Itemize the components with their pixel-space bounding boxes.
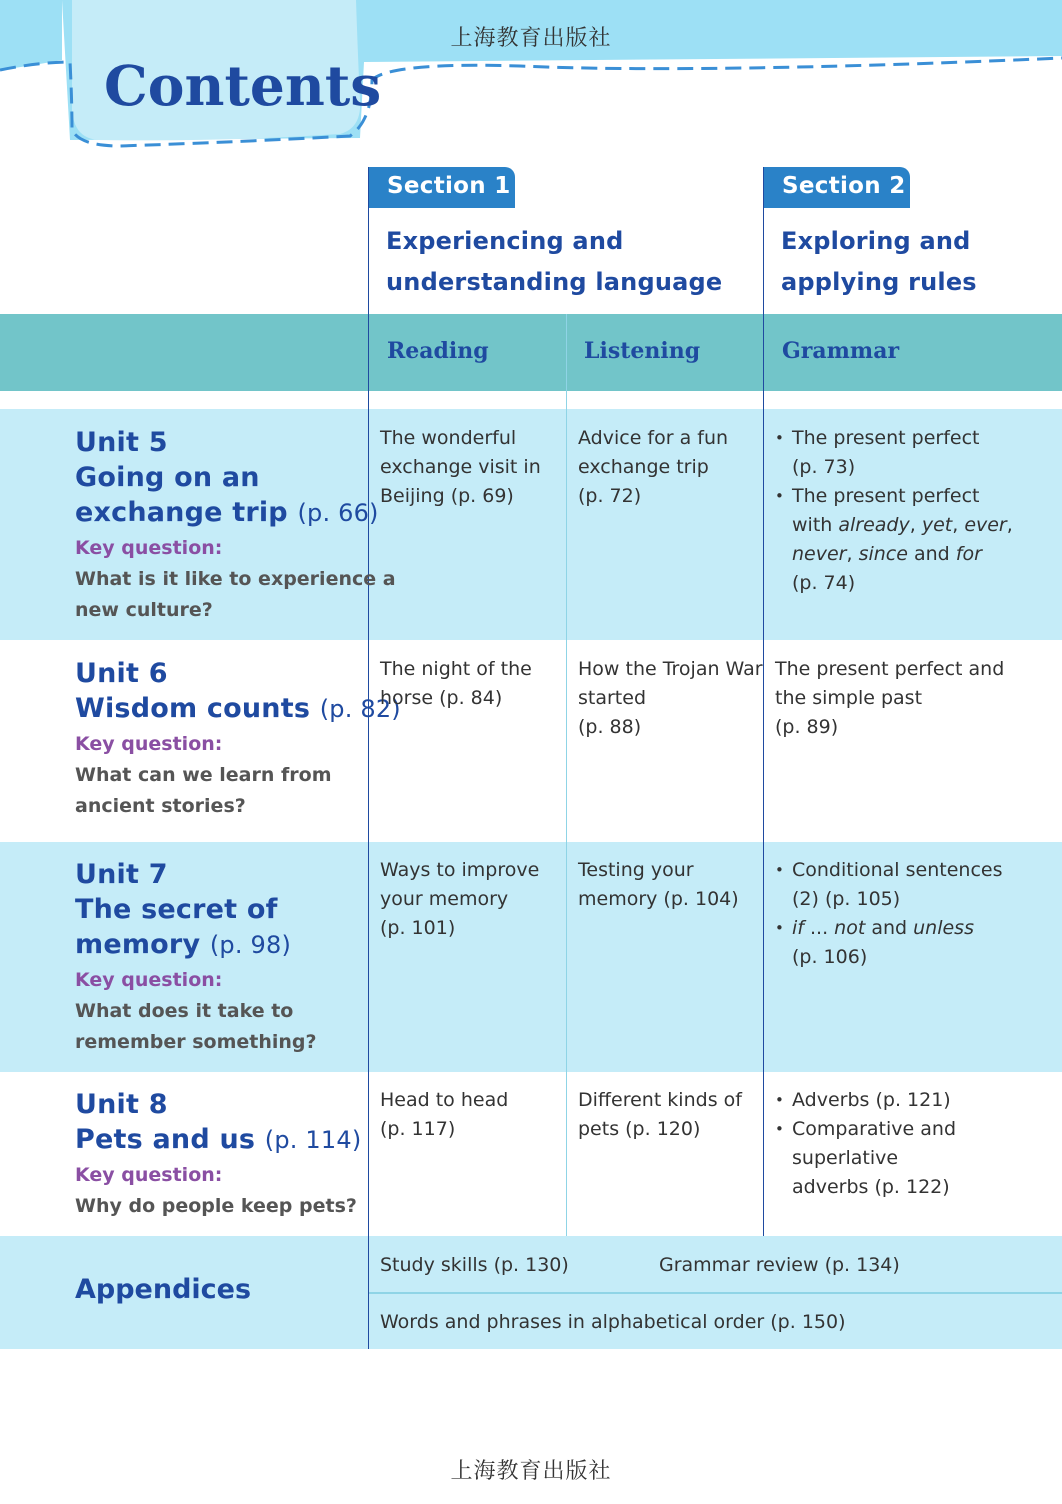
grammar-item: • The present perfect with already, yet, ever, never, since and for (p. 74) [792,482,1013,598]
unit-7-title-block: Unit 7 The secret of memory (p. 98) Key question: What does it take to remember something? [75,859,317,1053]
unit-6-title-block: Unit 6 Wisdom counts (p. 82) Key question: What can we learn from ancient stories? [75,658,401,817]
appendix-words-and-phrases: Words and phrases in alphabetical order (p. 150) [380,1311,846,1333]
unit-5-reading: The wonderful exchange visit in Beijing (p. 69) [380,427,541,507]
unit-7-grammar [775,856,1002,972]
page-title: Contents [104,53,382,118]
unit-5-title-block: Unit 5 Going on an exchange trip (p. 66) Key question: What is it like to experience a new culture? [75,427,396,621]
unit-5-listening: Advice for a fun exchange trip (p. 72) [578,427,729,507]
appendix-study-skills: Study skills (p. 130) [380,1254,569,1276]
publisher-bottom: 上海教育出版社 [450,1459,612,1484]
grammar-item: • Comparative and superlative adverbs (p. 122) [792,1115,1062,1202]
unit-5-grammar [775,424,1013,598]
grammar-item: • Adverbs (p. 121) [792,1086,1062,1115]
unit-number: Unit 6 [75,658,168,689]
unit-6-grammar: The present perfect and the simple past (p. 89) [775,658,1005,738]
unit-7-reading: Ways to improve your memory (p. 101) [380,859,540,939]
key-question-label: Key question: [75,537,223,559]
unit-6-reading: The night of the horse (p. 84) [380,658,532,709]
divider-section-2 [763,167,764,1236]
unit-8-grammar [775,1086,1062,1202]
unit-7-listening: Testing your memory (p. 104) [578,859,739,910]
key-question-label: Key question: [75,969,223,991]
unit-8-listening: Different kinds of pets (p. 120) [578,1089,742,1140]
column-header-band [0,314,1062,391]
column-listening: Listening [584,338,701,364]
unit-8-title-block: Unit 8 Pets and us (p. 114) Key question: Why do people keep pets? [75,1089,362,1217]
divider-reading-listening [566,314,567,1236]
unit-page: (p. 114) [264,1126,362,1154]
key-question-label: Key question: [75,1164,223,1186]
section-1-description: Experiencing and understanding language [386,227,723,296]
appendix-grammar-review: Grammar review (p. 134) [659,1254,900,1276]
appendices-divider [369,1292,1062,1294]
unit-page: (p. 66) [297,499,379,527]
publisher-top: 上海教育出版社 [450,26,612,51]
appendices-title: Appendices [75,1274,252,1305]
section-1-tab: Section 1 [369,167,515,208]
grammar-item: • Conditional sentences (2) (p. 105) [792,856,1002,914]
unit-number: Unit 5 [75,427,168,458]
column-reading: Reading [387,338,489,364]
column-grammar: Grammar [782,338,900,364]
section-2-tab: Section 2 [764,167,910,208]
unit-8-reading: Head to head (p. 117) [380,1089,509,1140]
unit-number: Unit 8 [75,1089,168,1120]
grammar-item: • if ... not and unless (p. 106) [792,914,1002,972]
grammar-item: • The present perfect (p. 73) [792,424,1013,482]
unit-page: (p. 98) [209,931,292,959]
key-question-label: Key question: [75,733,223,755]
unit-number: Unit 7 [75,859,168,890]
unit-6-listening: How the Trojan War started (p. 88) [578,658,763,738]
unit-page: (p. 82) [319,695,401,723]
section-2-description: Exploring and applying rules [781,227,977,296]
